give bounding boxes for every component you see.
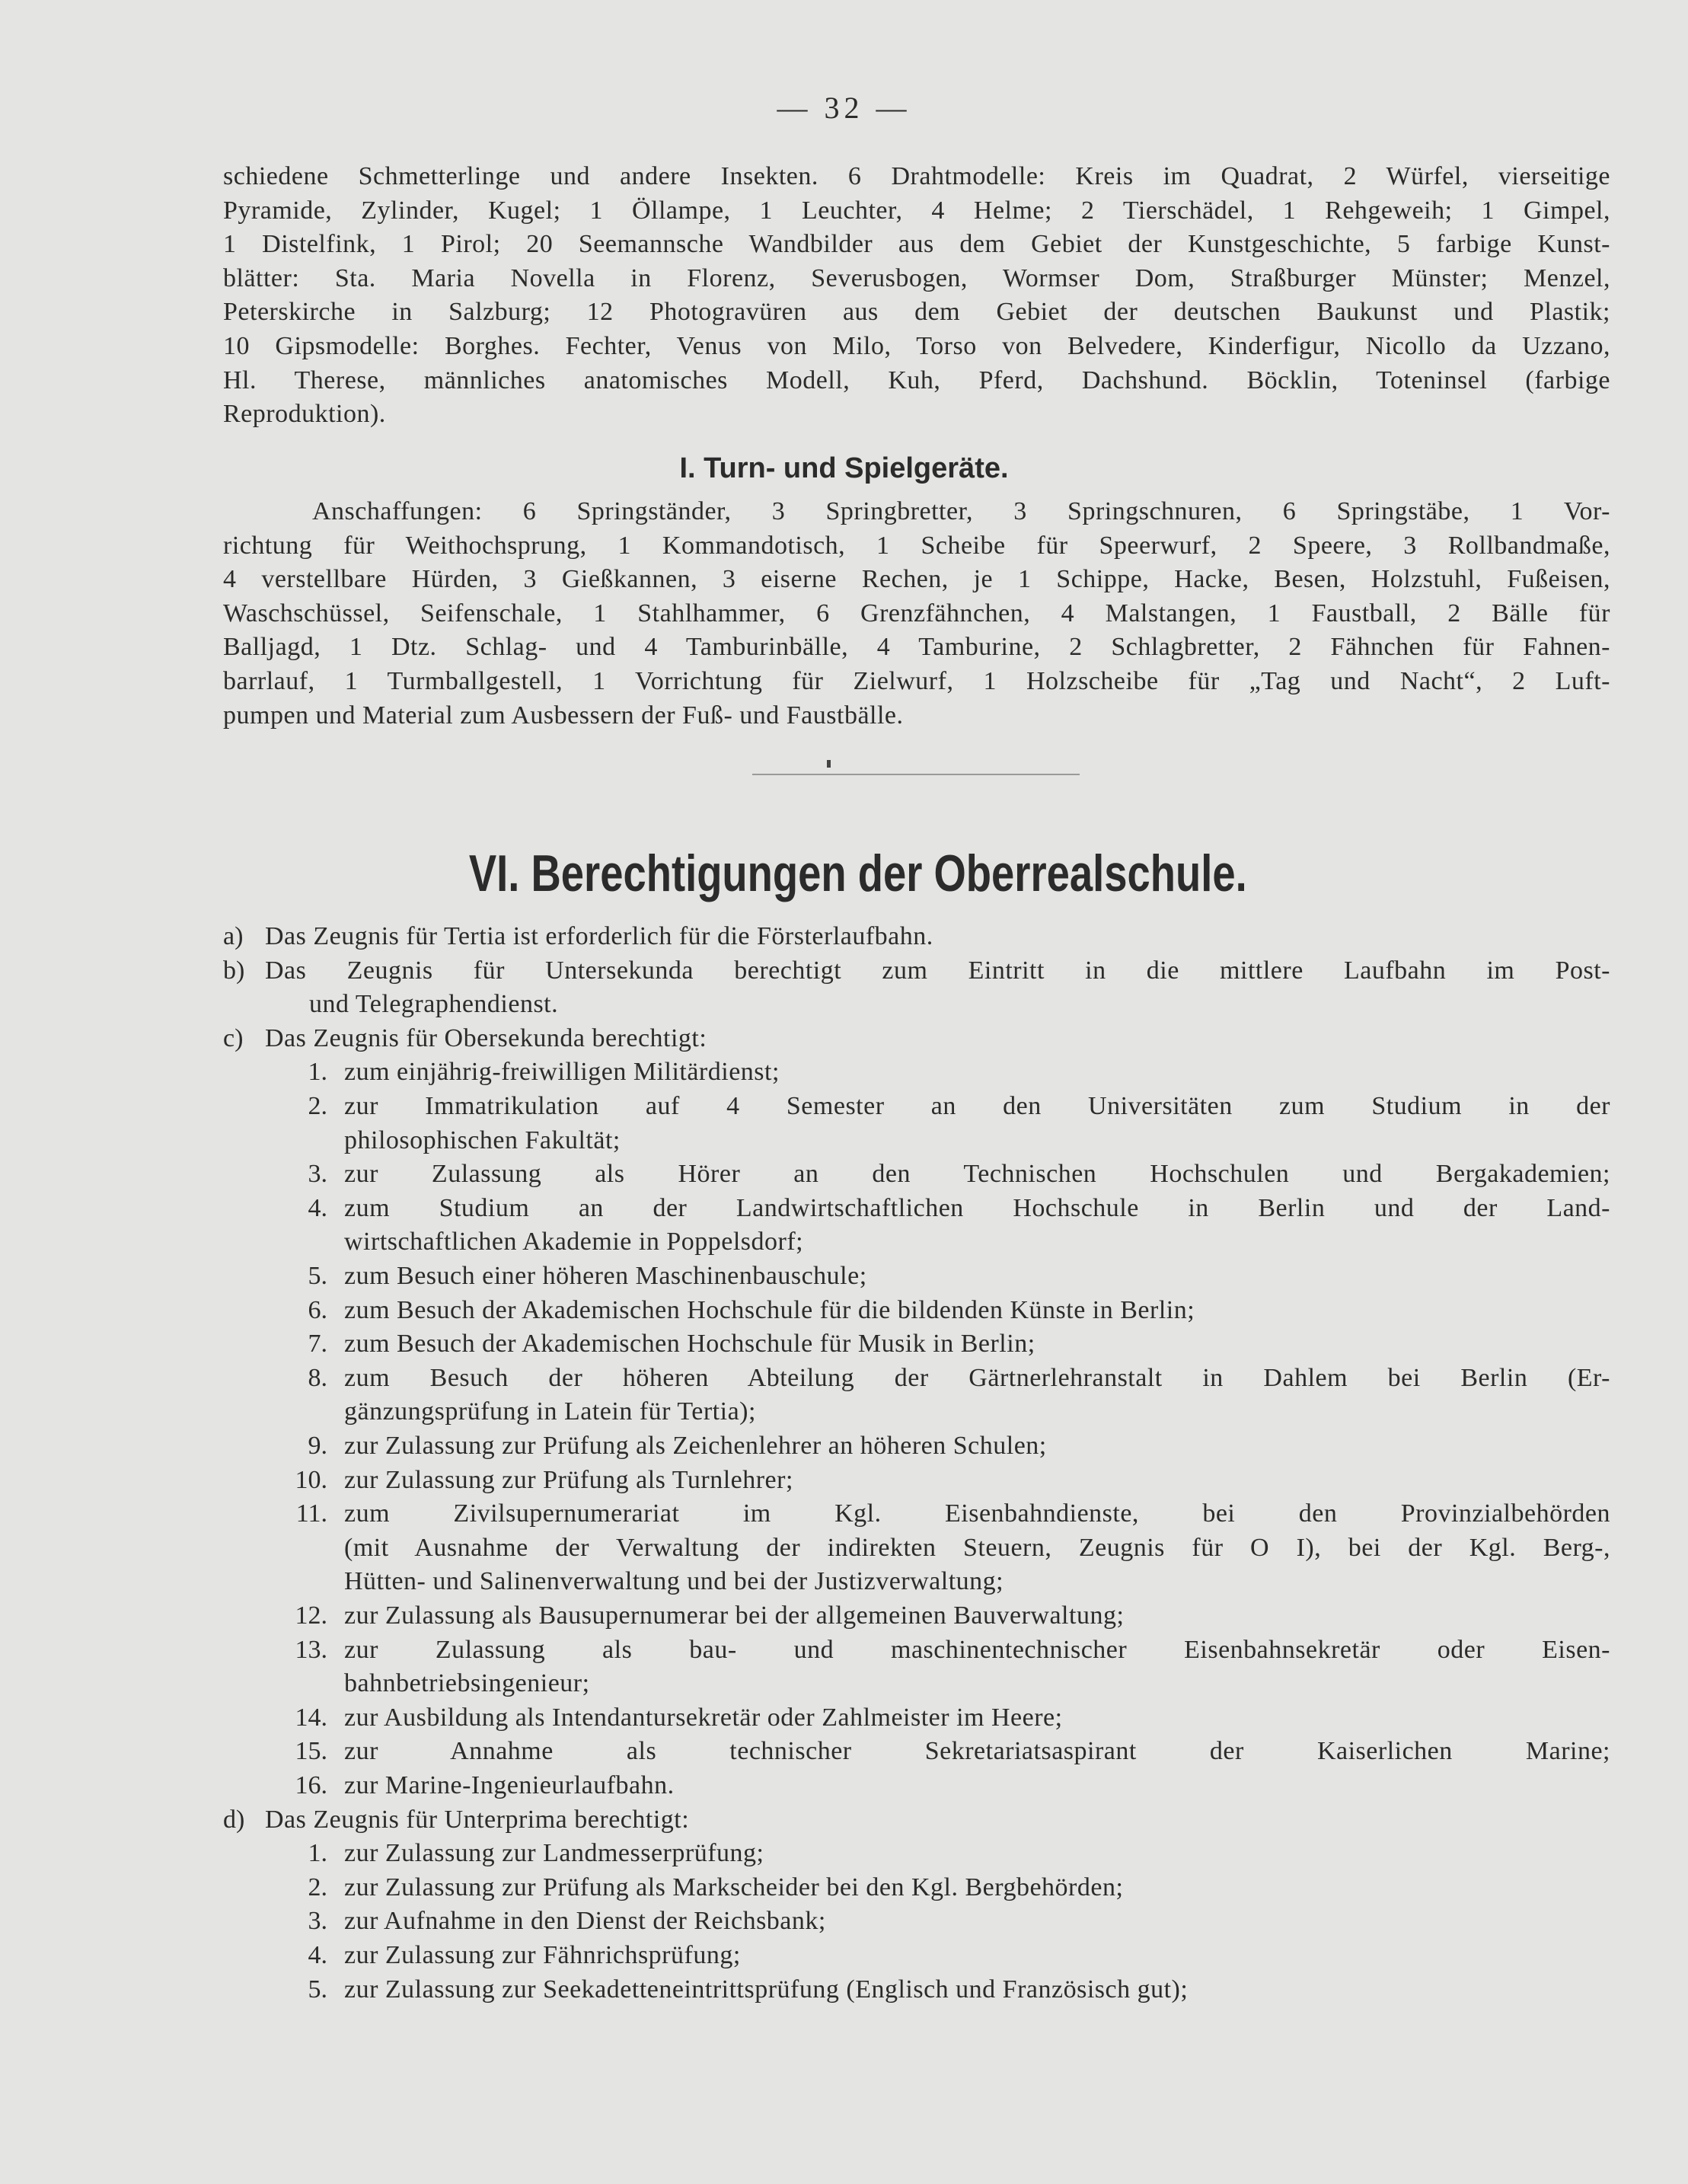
list-item-text: zur Zulassung zur Prüfung als Turnlehrer; xyxy=(344,1465,793,1494)
list-item-text: zur Zulassung als Hörer an den Technischen Hochschulen und Bergakademien; xyxy=(344,1160,1610,1189)
list-item-text: zum Besuch der höheren Abteilung der Gärtnerlehranstalt in Dahlem bei Berlin (Er- xyxy=(344,1363,1610,1392)
section-i-heading: I. Turn- und Spielgeräte. xyxy=(679,452,1009,484)
text-line: Hl. Therese, männliches anatomisches Modell, Kuh, Pferd, Dachshund. Böcklin, Toteninsel (farbige xyxy=(223,366,1610,394)
item-number: 3. xyxy=(308,1907,327,1936)
list-item-text: zur Zulassung als Bausupernumerar bei der allgemeinen Bauverwaltung; xyxy=(344,1601,1125,1630)
text-line: richtung für Weithochsprung, 1 Kommandotisch, 1 Scheibe für Speerwurf, 2 Speere, 3 Rollbandmaße, xyxy=(223,531,1610,560)
list-item-text: Hütten- und Salinenverwaltung und bei der Justizverwaltung; xyxy=(344,1567,1004,1596)
item-number: 1. xyxy=(308,1839,327,1868)
item-number: 4. xyxy=(308,1941,327,1969)
list-item-text: zur Zulassung zur Landmesserprüfung; xyxy=(344,1839,764,1868)
text-line: Reproduktion). xyxy=(223,400,386,429)
text-line: Anschaffungen: 6 Springständer, 3 Springbretter, 3 Springschnuren, 6 Springstäbe, 1 Vor- xyxy=(312,497,1610,525)
text-line: Waschschüssel, Seifenschale, 1 Stahlhammer, 6 Grenzfähnchen, 4 Malstangen, 1 Faustball, 2 Bälle für xyxy=(223,599,1610,627)
item-label: d) xyxy=(223,1805,245,1834)
item-number: 5. xyxy=(308,1262,327,1290)
list-item-text: zur Zulassung zur Seekadetteneintrittsprüfung (Englisch und Französisch gut); xyxy=(344,1975,1189,2004)
item-number: 2. xyxy=(308,1873,327,1901)
list-item-text: bahnbetriebsingenieur; xyxy=(344,1669,590,1698)
list-item-text: zur Marine-Ingenieurlaufbahn. xyxy=(344,1771,675,1799)
page-number: — 32 — xyxy=(777,91,911,125)
list-item-text: Das Zeugnis für Unterprima berechtigt: xyxy=(265,1805,690,1834)
list-item-text: zur Zulassung zur Fähnrichsprüfung; xyxy=(344,1941,741,1969)
list-item-text: zur Zulassung als bau- und maschinentechnischer Eisenbahnsekretär oder Eisen- xyxy=(344,1635,1610,1664)
list-item-text: zum Studium an der Landwirtschaftlichen Hochschule in Berlin und der Land- xyxy=(344,1193,1610,1222)
item-number: 7. xyxy=(308,1330,327,1359)
text-line: Balljagd, 1 Dtz. Schlag- und 4 Tamburinbälle, 4 Tamburine, 2 Schlagbretter, 2 Fähnchen für Fahnen- xyxy=(223,633,1610,662)
text-line: schiedene Schmetterlinge und andere Insekten. 6 Drahtmodelle: Kreis im Quadrat, 2 Würfel, vierseitige xyxy=(223,162,1610,190)
list-item-text: und Telegraphendienst. xyxy=(309,990,559,1019)
list-item-text: gänzungsprüfung in Latein für Tertia); xyxy=(344,1397,756,1426)
list-item-text: Das Zeugnis für Untersekunda berechtigt zum Eintritt in die mittlere Laufbahn im Post- xyxy=(265,956,1610,985)
item-number: 16. xyxy=(295,1771,327,1799)
item-label: c) xyxy=(223,1023,244,1052)
item-number: 2. xyxy=(308,1092,327,1120)
list-item-text: zur Aufnahme in den Dienst der Reichsbank; xyxy=(344,1907,826,1936)
item-label: a) xyxy=(223,922,244,950)
list-item-text: zur Immatrikulation auf 4 Semester an den Universitäten zum Studium in der xyxy=(344,1092,1610,1120)
text-line: 4 verstellbare Hürden, 3 Gießkannen, 3 eiserne Rechen, je 1 Schippe, Hacke, Besen, Holzstuhl, Fußeisen, xyxy=(223,565,1610,594)
item-number: 10. xyxy=(295,1465,327,1494)
text-line: pumpen und Material zum Ausbessern der Fuß- und Faustbälle. xyxy=(223,701,904,730)
list-item-text: zur Zulassung zur Prüfung als Zeichenlehrer an höheren Schulen; xyxy=(344,1432,1047,1460)
text-line: Pyramide, Zylinder, Kugel; 1 Öllampe, 1 Leuchter, 4 Helme; 2 Tierschädel, 1 Rehgeweih; 1 Gimpel, xyxy=(223,196,1610,225)
list-item-text: zum Besuch einer höheren Maschinenbauschule; xyxy=(344,1262,867,1290)
list-item-text: (mit Ausnahme der Verwaltung der indirekten Steuern, Zeugnis für O I), bei der Kgl. Berg-, xyxy=(344,1533,1610,1562)
item-number: 14. xyxy=(295,1703,327,1732)
list-item-text: zum Besuch der Akademischen Hochschule für die bildenden Künste in Berlin; xyxy=(344,1295,1195,1324)
section-vi-heading: VI. Berechtigungen der Oberrealschule. xyxy=(468,845,1247,902)
item-number: 5. xyxy=(308,1975,327,2004)
item-number: 15. xyxy=(295,1737,327,1766)
list-item-text: zur Annahme als technischer Sekretariatsaspirant der Kaiserlichen Marine; xyxy=(344,1737,1610,1766)
list-item-text: zur Ausbildung als Intendantursekretär oder Zahlmeister im Heere; xyxy=(344,1703,1063,1732)
item-number: 9. xyxy=(308,1432,327,1460)
text-line: 10 Gipsmodelle: Borghes. Fechter, Venus von Milo, Torso von Belvedere, Kinderfigur, Nicollo da Uzzano, xyxy=(223,332,1610,360)
item-number: 1. xyxy=(308,1058,327,1087)
list-item-text: zum Zivilsupernumerariat im Kgl. Eisenbahndienste, bei den Provinzialbehörden xyxy=(344,1499,1610,1528)
item-number: 13. xyxy=(295,1635,327,1664)
section-divider xyxy=(752,774,1080,775)
list-item-text: zum einjährig-freiwilligen Militärdienst; xyxy=(344,1058,780,1087)
item-number: 3. xyxy=(308,1160,327,1189)
list-item-text: Das Zeugnis für Obersekunda berechtigt: xyxy=(265,1023,707,1052)
text-line: barrlauf, 1 Turmballgestell, 1 Vorrichtung für Zielwurf, 1 Holzscheibe für „Tag und Nacht“, 2 Luft- xyxy=(223,667,1610,695)
list-item-text: wirtschaftlichen Akademie in Poppelsdorf; xyxy=(344,1228,804,1256)
item-number: 12. xyxy=(295,1601,327,1630)
text-line: blätter: Sta. Maria Novella in Florenz, Severusbogen, Wormser Dom, Straßburger Münster; Menzel, xyxy=(223,263,1610,292)
text-line: 1 Distelfink, 1 Pirol; 20 Seemannsche Wandbilder aus dem Gebiet der Kunstgeschichte, 5 farbige Kunst- xyxy=(223,230,1610,259)
item-number: 4. xyxy=(308,1193,327,1222)
item-label: b) xyxy=(223,956,245,985)
list-item-text: Das Zeugnis für Tertia ist erforderlich für die Försterlaufbahn. xyxy=(265,922,933,950)
item-number: 8. xyxy=(308,1363,327,1392)
divider-mark xyxy=(827,760,831,768)
text-line: Peterskirche in Salzburg; 12 Photogravüren aus dem Gebiet der deutschen Baukunst und Plastik; xyxy=(223,298,1610,327)
list-item-text: philosophischen Fakultät; xyxy=(344,1126,621,1154)
item-number: 6. xyxy=(308,1295,327,1324)
list-item-text: zum Besuch der Akademischen Hochschule für Musik in Berlin; xyxy=(344,1330,1035,1359)
list-item-text: zur Zulassung zur Prüfung als Markscheider bei den Kgl. Bergbehörden; xyxy=(344,1873,1124,1901)
item-number: 11. xyxy=(295,1499,327,1528)
